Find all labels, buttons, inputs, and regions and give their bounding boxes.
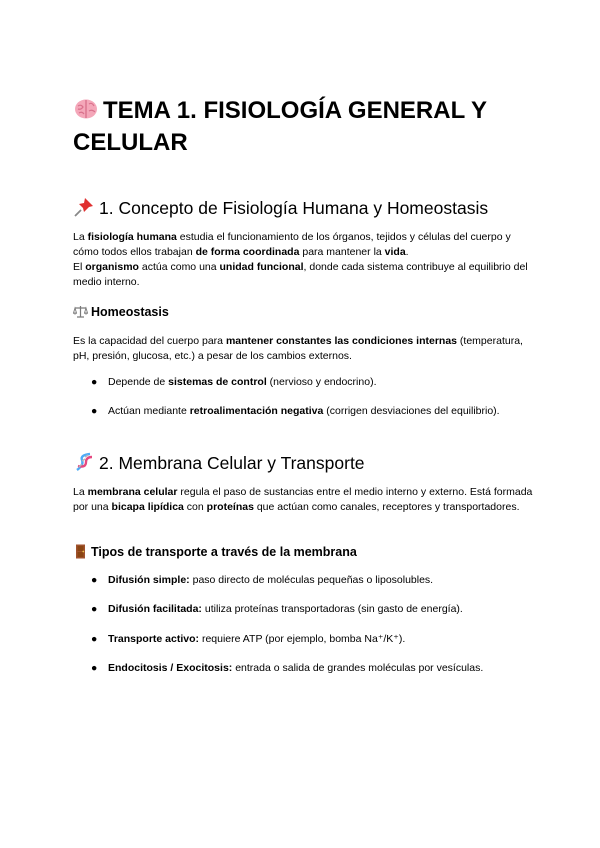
transport-types-heading-text: Tipos de transporte a través de la membrana	[91, 545, 357, 559]
list-item: ● Actúan mediante retroalimentación negativa (corrigen desviaciones del equilibrio).	[91, 405, 500, 417]
balance-scale-icon	[73, 304, 88, 319]
homeostasis-heading	[73, 304, 169, 320]
section-1-heading	[73, 196, 488, 219]
title-text: TEMA 1. FISIOLOGÍA GENERAL Y CELULAR	[73, 97, 487, 156]
section-2-heading	[73, 451, 365, 474]
pushpin-icon	[73, 196, 95, 218]
list-item: ● Difusión simple: paso directo de moléculas pequeñas o liposolubles.	[91, 574, 434, 586]
section-1-paragraph-1: La fisiología humana estudia el funcionamiento de los órganos, tejidos y células del cuerpo y cómo todos ellos trabajan de forma coordinada para mantener la vida. El organismo actúa como una unidad funcional, donde cada sistema contribuye al equilibrio del medio interno.	[73, 231, 528, 288]
list-item: ● Difusión facilitada: utiliza proteínas transportadoras (sin gasto de energía).	[91, 603, 463, 615]
door-icon	[73, 544, 88, 559]
list-item: ● Transporte activo: requiere ATP (por ejemplo, bomba Na⁺/K⁺).	[91, 633, 406, 645]
homeostasis-heading-text: Homeostasis	[91, 305, 169, 319]
transport-types-heading	[73, 544, 357, 560]
page-title	[73, 95, 543, 159]
brain-icon	[73, 96, 99, 122]
section-2-paragraph: La membrana celular regula el paso de sustancias entre el medio interno y externo. Está formada por una bicapa lipídica con proteínas que actúan como canales, receptores y transportadores.	[73, 486, 533, 513]
list-item: ● Endocitosis / Exocitosis: entrada o salida de grandes moléculas por vesículas.	[91, 662, 484, 674]
section-1-heading-text: 1. Concepto de Fisiología Humana y Homeostasis	[99, 198, 489, 218]
list-item: ● Depende de sistemas de control (nervioso y endocrino).	[91, 376, 377, 388]
section-2-heading-text: 2. Membrana Celular y Transporte	[99, 453, 365, 473]
dna-icon	[73, 451, 95, 473]
homeostasis-paragraph: Es la capacidad del cuerpo para mantener constantes las condiciones internas (temperatura, pH, presión, glucosa, etc.) a pesar de los cambios externos.	[73, 335, 523, 362]
